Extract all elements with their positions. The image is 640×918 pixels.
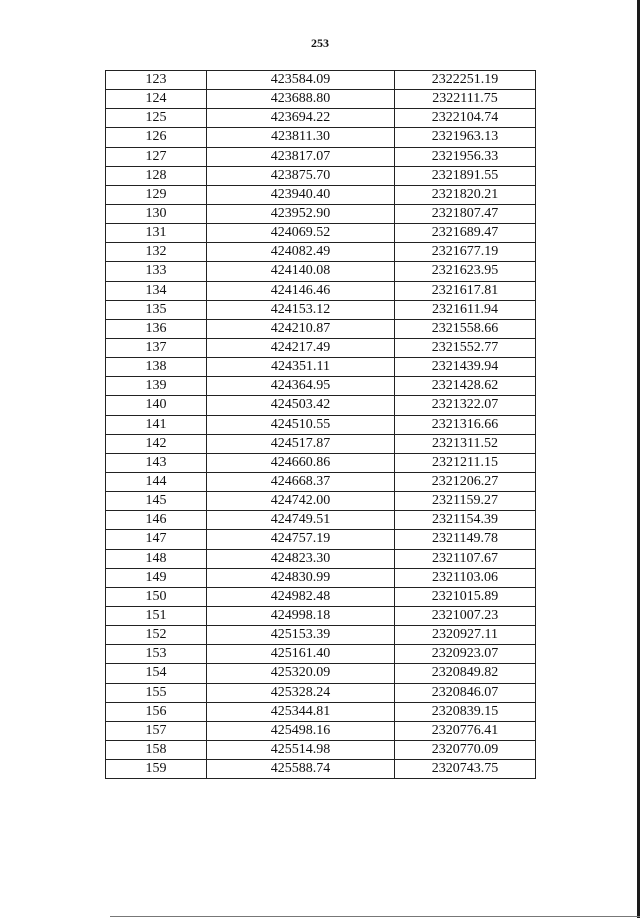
point-number-cell: 147 <box>106 530 207 549</box>
y-coordinate-cell: 2321007.23 <box>395 606 536 625</box>
table-row <box>106 338 536 357</box>
x-coordinate-cell: 425588.74 <box>207 760 395 779</box>
coordinates-table <box>105 70 536 779</box>
table-row <box>106 664 536 683</box>
x-coordinate-cell: 423940.40 <box>207 185 395 204</box>
x-coordinate-cell: 424998.18 <box>207 606 395 625</box>
x-coordinate-cell: 423875.70 <box>207 166 395 185</box>
y-coordinate-cell: 2320927.11 <box>395 626 536 645</box>
y-coordinate-cell: 2321558.66 <box>395 319 536 338</box>
y-coordinate-cell: 2322111.75 <box>395 90 536 109</box>
table-row <box>106 568 536 587</box>
y-coordinate-cell: 2321891.55 <box>395 166 536 185</box>
y-coordinate-cell: 2321963.13 <box>395 128 536 147</box>
table-row <box>106 587 536 606</box>
y-coordinate-cell: 2321316.66 <box>395 415 536 434</box>
y-coordinate-cell: 2321154.39 <box>395 511 536 530</box>
table-row <box>106 319 536 338</box>
table-row <box>106 224 536 243</box>
table-row <box>106 606 536 625</box>
x-coordinate-cell: 425320.09 <box>207 664 395 683</box>
scan-bottom-line <box>110 916 640 917</box>
table-row <box>106 415 536 434</box>
y-coordinate-cell: 2320743.75 <box>395 760 536 779</box>
point-number-cell: 157 <box>106 721 207 740</box>
table-row <box>106 434 536 453</box>
x-coordinate-cell: 424668.37 <box>207 472 395 491</box>
x-coordinate-cell: 425161.40 <box>207 645 395 664</box>
x-coordinate-cell: 424830.99 <box>207 568 395 587</box>
y-coordinate-cell: 2320776.41 <box>395 721 536 740</box>
table-row <box>106 90 536 109</box>
x-coordinate-cell: 425153.39 <box>207 626 395 645</box>
point-number-cell: 150 <box>106 587 207 606</box>
table-row <box>106 128 536 147</box>
x-coordinate-cell: 423817.07 <box>207 147 395 166</box>
y-coordinate-cell: 2321956.33 <box>395 147 536 166</box>
point-number-cell: 136 <box>106 319 207 338</box>
x-coordinate-cell: 425328.24 <box>207 683 395 702</box>
point-number-cell: 137 <box>106 338 207 357</box>
point-number-cell: 145 <box>106 492 207 511</box>
point-number-cell: 125 <box>106 109 207 128</box>
table-row <box>106 358 536 377</box>
point-number-cell: 159 <box>106 760 207 779</box>
y-coordinate-cell: 2321322.07 <box>395 396 536 415</box>
point-number-cell: 123 <box>106 71 207 90</box>
point-number-cell: 141 <box>106 415 207 434</box>
point-number-cell: 148 <box>106 549 207 568</box>
table-row <box>106 453 536 472</box>
table-row <box>106 262 536 281</box>
x-coordinate-cell: 424660.86 <box>207 453 395 472</box>
x-coordinate-cell: 424210.87 <box>207 319 395 338</box>
x-coordinate-cell: 423688.80 <box>207 90 395 109</box>
point-number-cell: 146 <box>106 511 207 530</box>
table-row <box>106 300 536 319</box>
y-coordinate-cell: 2321689.47 <box>395 224 536 243</box>
table-body <box>106 71 536 779</box>
x-coordinate-cell: 424823.30 <box>207 549 395 568</box>
table-row <box>106 377 536 396</box>
x-coordinate-cell: 424146.46 <box>207 281 395 300</box>
table-row <box>106 645 536 664</box>
x-coordinate-cell: 423584.09 <box>207 71 395 90</box>
x-coordinate-cell: 424742.00 <box>207 492 395 511</box>
x-coordinate-cell: 425498.16 <box>207 721 395 740</box>
table-row <box>106 511 536 530</box>
point-number-cell: 127 <box>106 147 207 166</box>
y-coordinate-cell: 2321311.52 <box>395 434 536 453</box>
y-coordinate-cell: 2321107.67 <box>395 549 536 568</box>
table-row <box>106 721 536 740</box>
point-number-cell: 143 <box>106 453 207 472</box>
x-coordinate-cell: 424153.12 <box>207 300 395 319</box>
point-number-cell: 156 <box>106 702 207 721</box>
y-coordinate-cell: 2322104.74 <box>395 109 536 128</box>
y-coordinate-cell: 2321807.47 <box>395 204 536 223</box>
x-coordinate-cell: 424503.42 <box>207 396 395 415</box>
x-coordinate-cell: 424082.49 <box>207 243 395 262</box>
table-row <box>106 549 536 568</box>
point-number-cell: 128 <box>106 166 207 185</box>
point-number-cell: 130 <box>106 204 207 223</box>
point-number-cell: 154 <box>106 664 207 683</box>
point-number-cell: 149 <box>106 568 207 587</box>
y-coordinate-cell: 2321211.15 <box>395 453 536 472</box>
y-coordinate-cell: 2320846.07 <box>395 683 536 702</box>
point-number-cell: 139 <box>106 377 207 396</box>
x-coordinate-cell: 424749.51 <box>207 511 395 530</box>
x-coordinate-cell: 424757.19 <box>207 530 395 549</box>
x-coordinate-cell: 425514.98 <box>207 740 395 759</box>
x-coordinate-cell: 424217.49 <box>207 338 395 357</box>
point-number-cell: 131 <box>106 224 207 243</box>
y-coordinate-cell: 2321623.95 <box>395 262 536 281</box>
point-number-cell: 140 <box>106 396 207 415</box>
point-number-cell: 144 <box>106 472 207 491</box>
table-row <box>106 396 536 415</box>
point-number-cell: 142 <box>106 434 207 453</box>
point-number-cell: 135 <box>106 300 207 319</box>
table-row <box>106 204 536 223</box>
page-number: 253 <box>311 36 329 50</box>
y-coordinate-cell: 2320923.07 <box>395 645 536 664</box>
point-number-cell: 158 <box>106 740 207 759</box>
y-coordinate-cell: 2321103.06 <box>395 568 536 587</box>
point-number-cell: 151 <box>106 606 207 625</box>
table-row <box>106 281 536 300</box>
point-number-cell: 155 <box>106 683 207 702</box>
y-coordinate-cell: 2321428.62 <box>395 377 536 396</box>
x-coordinate-cell: 424364.95 <box>207 377 395 396</box>
table-row <box>106 243 536 262</box>
point-number-cell: 129 <box>106 185 207 204</box>
x-coordinate-cell: 424069.52 <box>207 224 395 243</box>
x-coordinate-cell: 424351.11 <box>207 358 395 377</box>
table-row <box>106 626 536 645</box>
x-coordinate-cell: 424510.55 <box>207 415 395 434</box>
table-row <box>106 109 536 128</box>
table-row <box>106 530 536 549</box>
x-coordinate-cell: 423694.22 <box>207 109 395 128</box>
point-number-cell: 126 <box>106 128 207 147</box>
table-row <box>106 185 536 204</box>
table-row <box>106 166 536 185</box>
x-coordinate-cell: 424982.48 <box>207 587 395 606</box>
y-coordinate-cell: 2321611.94 <box>395 300 536 319</box>
y-coordinate-cell: 2320849.82 <box>395 664 536 683</box>
x-coordinate-cell: 425344.81 <box>207 702 395 721</box>
y-coordinate-cell: 2321015.89 <box>395 587 536 606</box>
point-number-cell: 134 <box>106 281 207 300</box>
y-coordinate-cell: 2322251.19 <box>395 71 536 90</box>
x-coordinate-cell: 424517.87 <box>207 434 395 453</box>
table-row <box>106 147 536 166</box>
point-number-cell: 132 <box>106 243 207 262</box>
table-row <box>106 71 536 90</box>
table-row <box>106 492 536 511</box>
table-row <box>106 740 536 759</box>
y-coordinate-cell: 2321149.78 <box>395 530 536 549</box>
y-coordinate-cell: 2321677.19 <box>395 243 536 262</box>
y-coordinate-cell: 2321439.94 <box>395 358 536 377</box>
x-coordinate-cell: 424140.08 <box>207 262 395 281</box>
y-coordinate-cell: 2320770.09 <box>395 740 536 759</box>
y-coordinate-cell: 2320839.15 <box>395 702 536 721</box>
y-coordinate-cell: 2321159.27 <box>395 492 536 511</box>
table-row <box>106 472 536 491</box>
point-number-cell: 133 <box>106 262 207 281</box>
table-row <box>106 702 536 721</box>
x-coordinate-cell: 423952.90 <box>207 204 395 223</box>
y-coordinate-cell: 2321820.21 <box>395 185 536 204</box>
y-coordinate-cell: 2321206.27 <box>395 472 536 491</box>
point-number-cell: 153 <box>106 645 207 664</box>
x-coordinate-cell: 423811.30 <box>207 128 395 147</box>
table-row <box>106 683 536 702</box>
table-row <box>106 760 536 779</box>
y-coordinate-cell: 2321552.77 <box>395 338 536 357</box>
point-number-cell: 124 <box>106 90 207 109</box>
point-number-cell: 152 <box>106 626 207 645</box>
point-number-cell: 138 <box>106 358 207 377</box>
y-coordinate-cell: 2321617.81 <box>395 281 536 300</box>
